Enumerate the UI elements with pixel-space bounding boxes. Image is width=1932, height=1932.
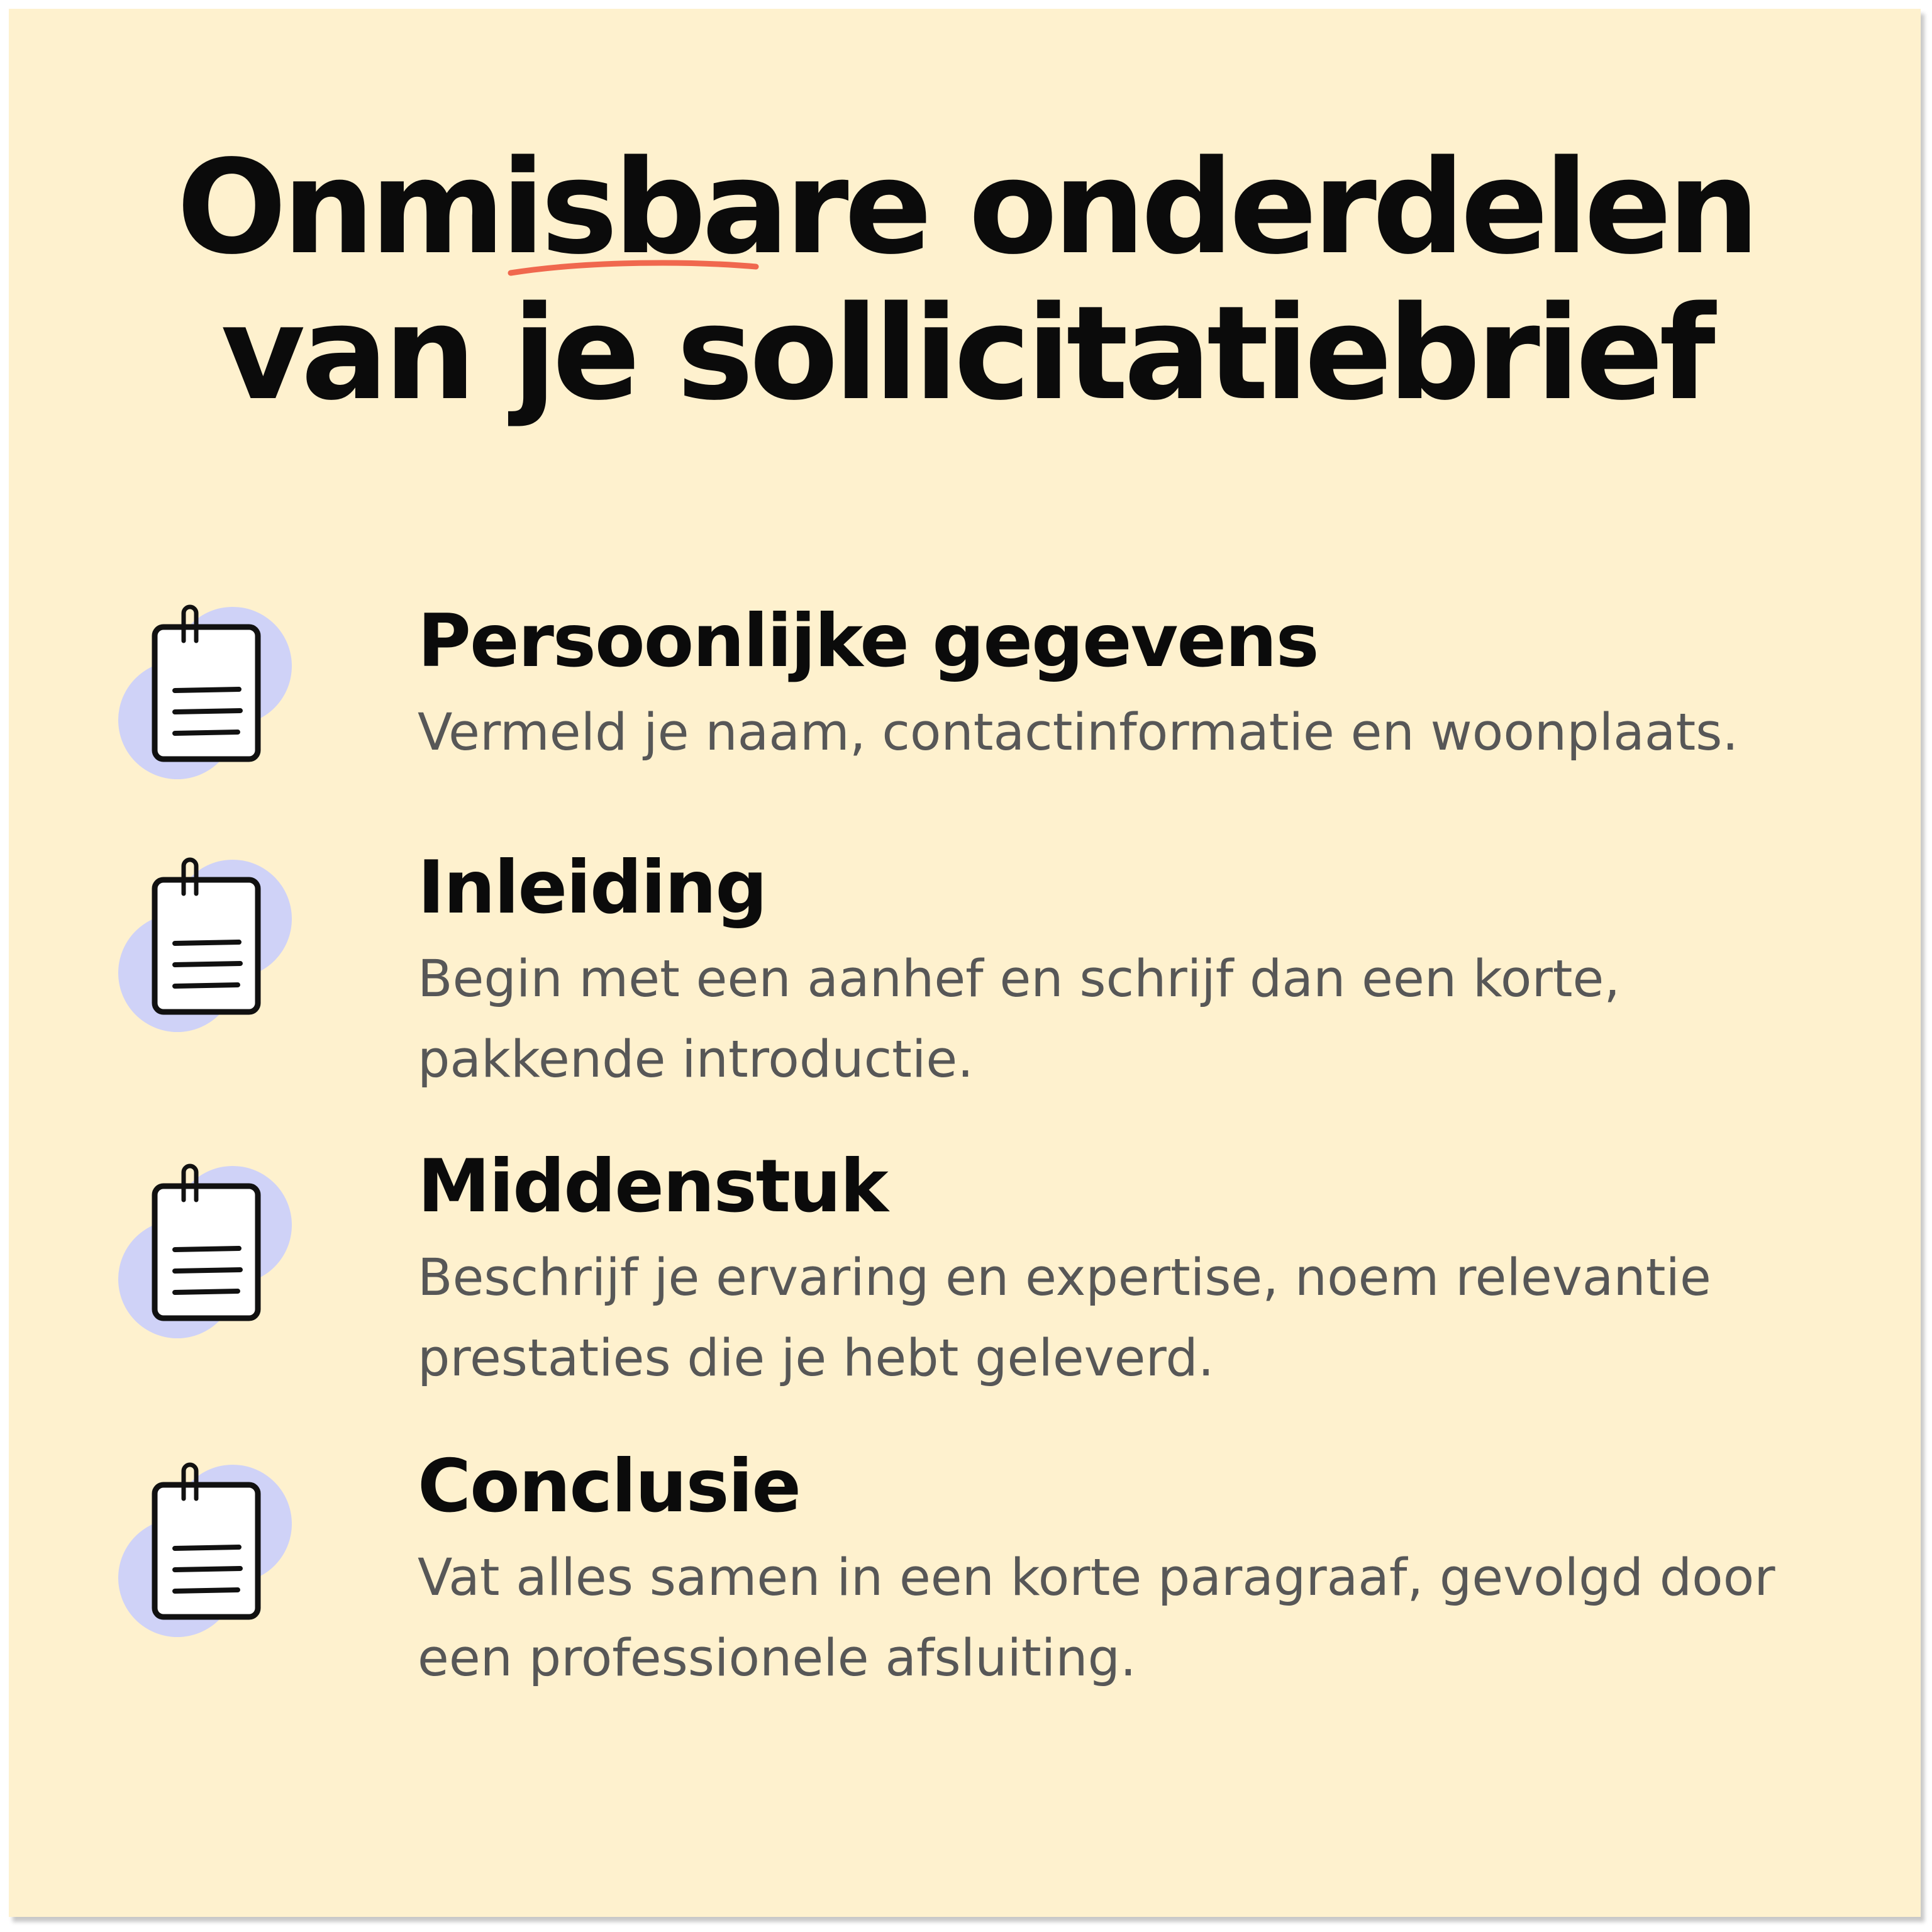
- description-line: pakkende introductie.: [418, 1030, 974, 1089]
- description-line: prestaties die je hebt geleverd.: [418, 1329, 1214, 1388]
- list-item-persoonlijke-gegevens: [0, 601, 1932, 789]
- item-description: [418, 939, 1877, 1100]
- notepad-icon: [108, 1458, 303, 1647]
- notepad-icon: [108, 601, 303, 789]
- page-title: [0, 132, 1932, 429]
- item-description: [418, 692, 1877, 773]
- item-title: Persoonlijke gegevens: [418, 599, 1318, 684]
- description-line: Begin met een aanhef en schrijf dan een korte,: [418, 950, 1621, 1009]
- description-line: een professionele afsluiting.: [418, 1629, 1136, 1688]
- title-line-2: van je sollicitatiebrief: [221, 278, 1711, 429]
- list-item-inleiding: [0, 847, 1932, 1099]
- item-title: Middenstuk: [418, 1144, 887, 1229]
- item-description: [418, 1538, 1877, 1699]
- description-line: Vermeld je naam, contactinformatie en woonplaats.: [418, 703, 1739, 762]
- item-title: Inleiding: [418, 845, 767, 930]
- list-item-conclusie: [0, 1446, 1932, 1697]
- title-underline-squiggle: [507, 254, 760, 280]
- list-item-middenstuk: [0, 1146, 1932, 1397]
- item-title: Conclusie: [418, 1444, 800, 1529]
- description-line: Vat alles samen in een korte paragraaf, gevolgd door: [418, 1548, 1775, 1607]
- description-line: Beschrijf je ervaring en expertise, noem relevantie: [418, 1248, 1711, 1307]
- item-description: [418, 1238, 1877, 1399]
- notepad-icon: [108, 853, 303, 1042]
- notepad-icon: [108, 1160, 303, 1348]
- title-line-1: Onmisbare onderdelen: [176, 132, 1756, 283]
